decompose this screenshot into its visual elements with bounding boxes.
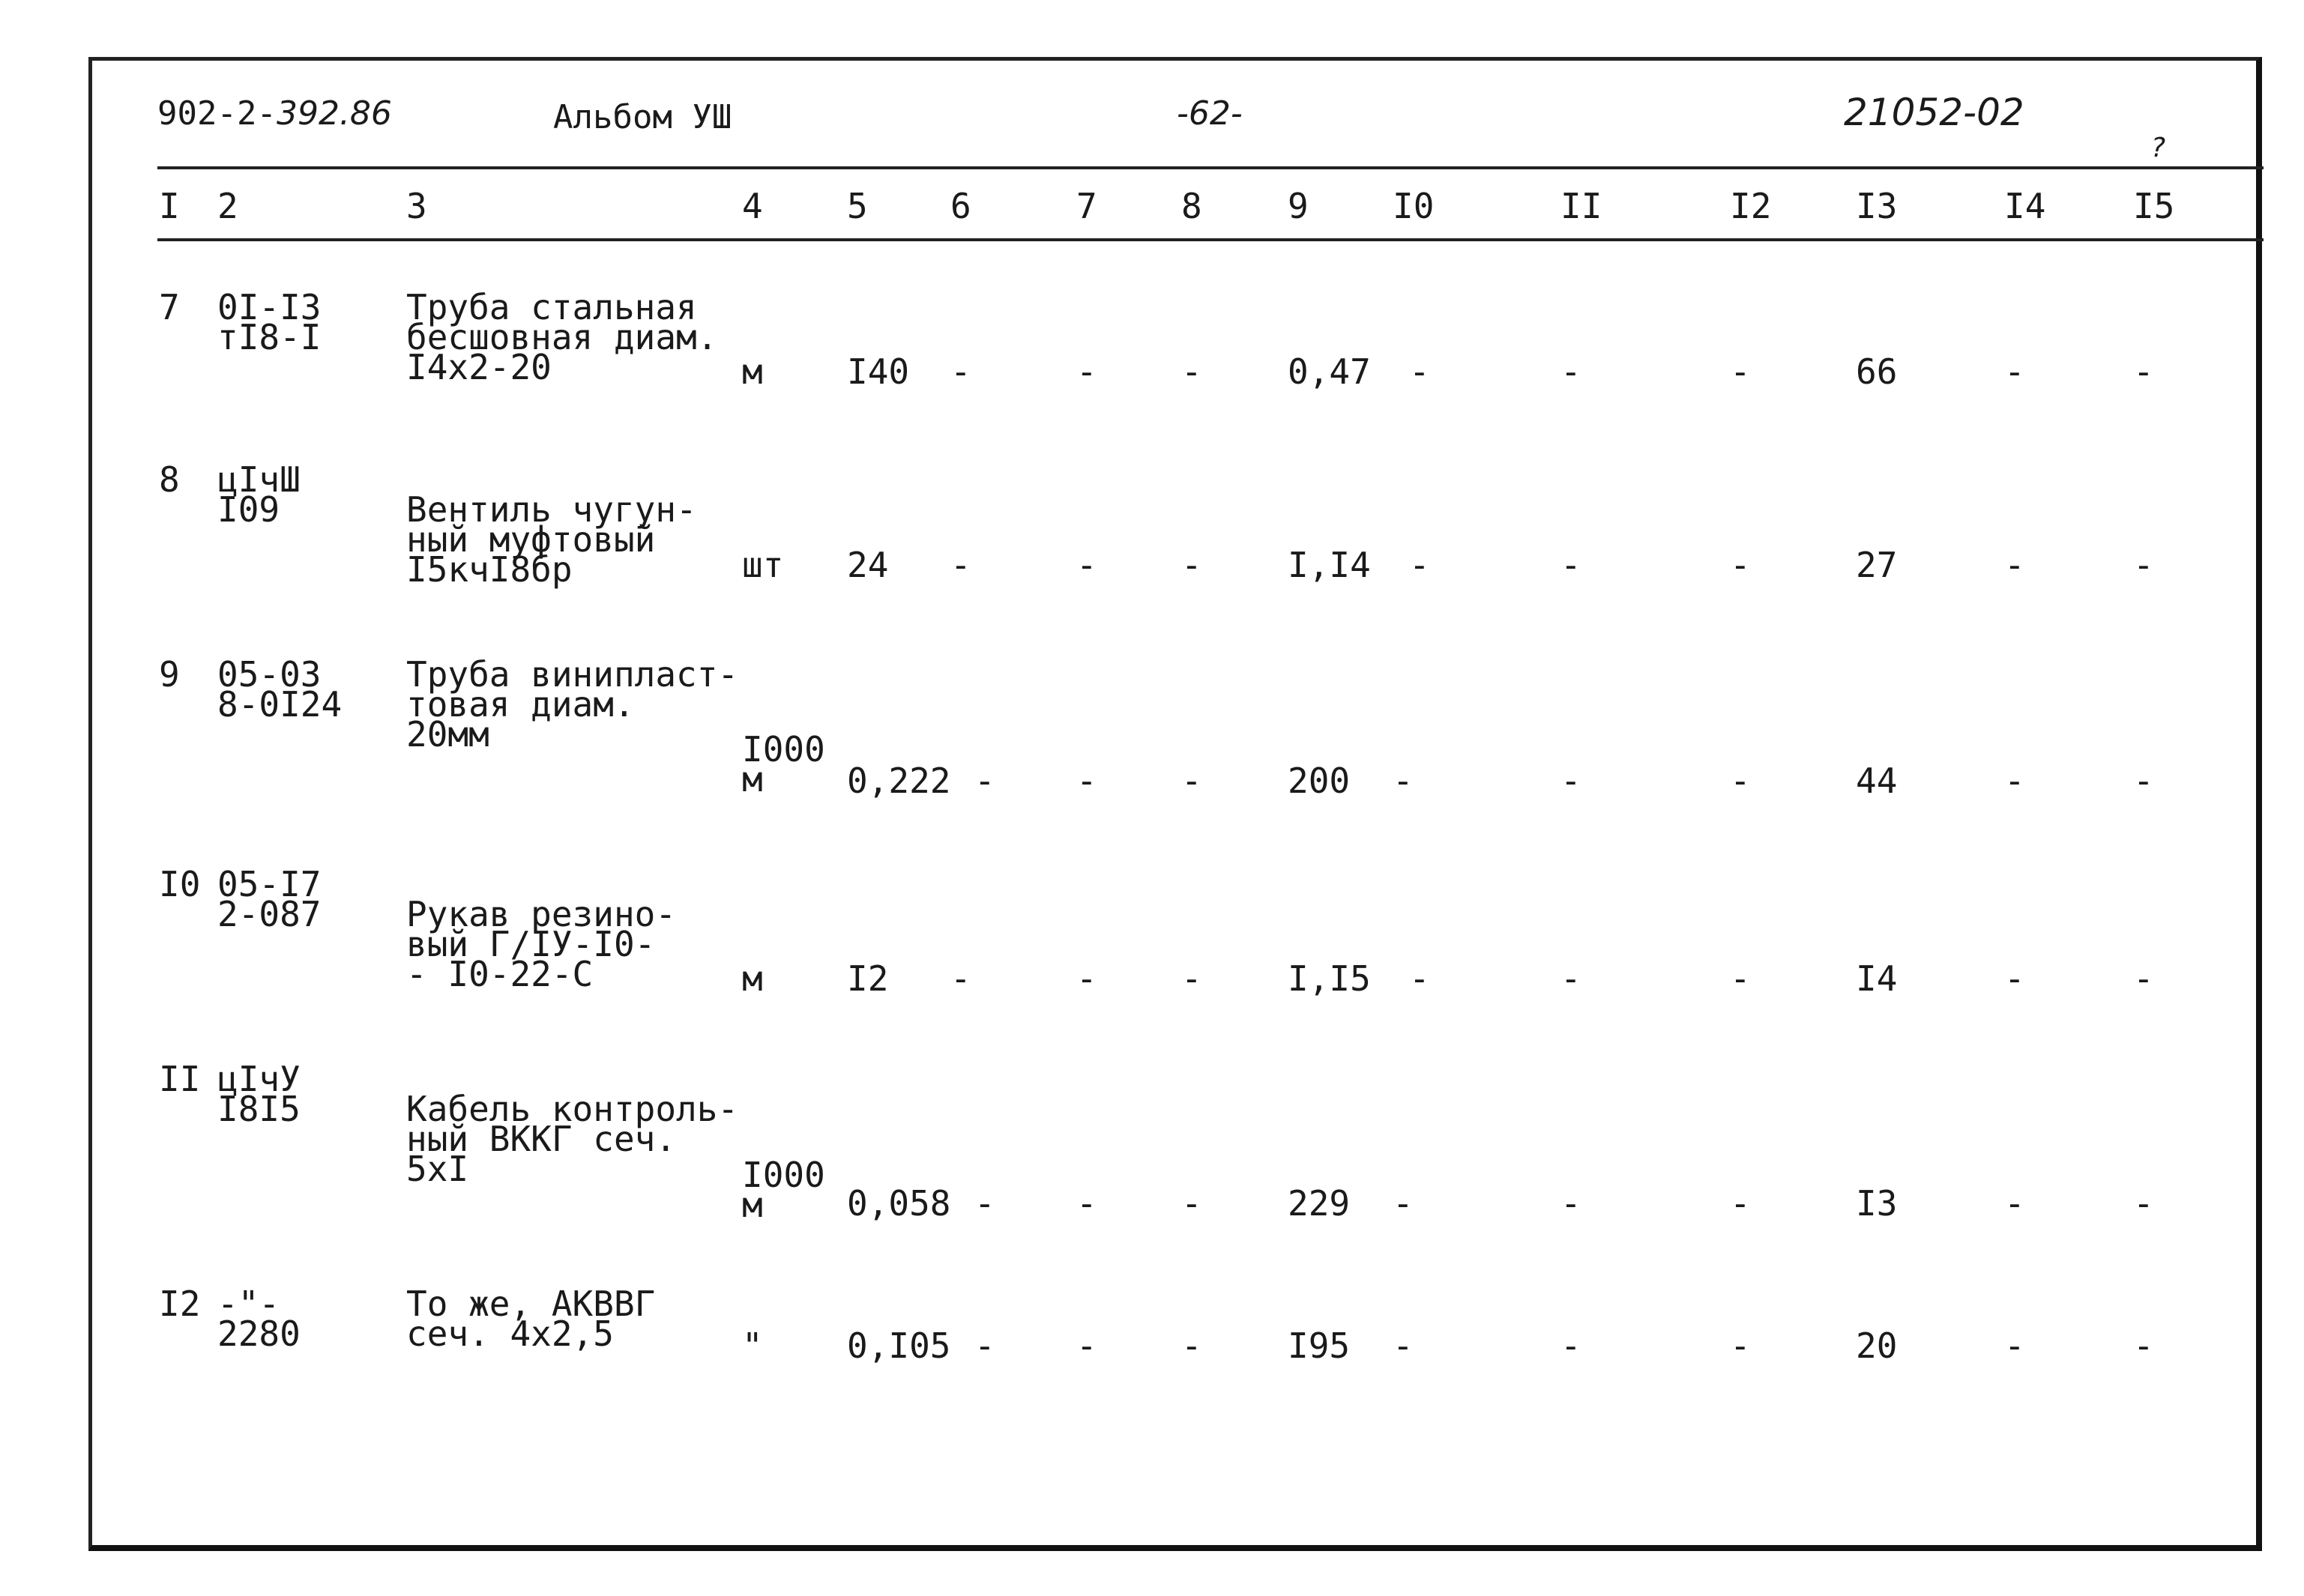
cell-c14: - [2004, 545, 2025, 585]
cell-c10: - [1409, 351, 1430, 392]
unit: шт [742, 545, 784, 585]
cell-c8: - [1181, 1183, 1202, 1224]
cell-c6: - [974, 1326, 995, 1366]
cell-c12: - [1730, 1183, 1751, 1224]
price-code: 0I-I3 тI8-I [217, 287, 322, 357]
cell-c13: I4 [1856, 958, 1898, 999]
row-number: 7 [159, 287, 180, 327]
cell-c13: 20 [1856, 1326, 1898, 1366]
cell-c15: - [2133, 1326, 2154, 1366]
cell-c9: 229 [1288, 1183, 1351, 1224]
cell-c8: - [1181, 351, 1202, 392]
price-code: -"- 2280 [217, 1284, 301, 1354]
cell-c6: - [974, 761, 995, 801]
col-number: II [1560, 186, 1602, 226]
col-number: 6 [950, 186, 971, 226]
col-number: 7 [1076, 186, 1097, 226]
price-code: 05-I7 2-087 [217, 864, 322, 934]
cell-c9: I95 [1288, 1326, 1351, 1366]
cell-c10: - [1393, 1326, 1414, 1366]
col-number: 8 [1181, 186, 1202, 226]
item-name: Рукав резино- вый Г/IУ-I0- - I0-22-С [406, 894, 677, 994]
cell-c7: - [1076, 761, 1097, 801]
col-number: 9 [1288, 186, 1309, 226]
cell-c5: 0,058 [847, 1183, 951, 1224]
cell-c7: - [1076, 1183, 1097, 1224]
item-name: То же, АКВВГ сеч. 4х2,5 [406, 1284, 656, 1354]
page-number: -62- [1177, 94, 1243, 133]
cell-c6: - [950, 545, 971, 585]
col-number: I0 [1393, 186, 1435, 226]
item-name: Труба стальная бесшовная диам. I4х2-20 [406, 287, 718, 387]
cell-c8: - [1181, 545, 1202, 585]
col-number: I [159, 186, 180, 226]
header-rule-bottom [157, 238, 2264, 241]
cell-c10: - [1409, 958, 1430, 999]
cell-c14: - [2004, 761, 2025, 801]
doc-code-handwritten: 392.86 [276, 94, 392, 133]
cell-c9: I,I4 [1288, 545, 1371, 585]
unit: I000 м [742, 729, 825, 799]
col-number: 3 [406, 186, 427, 226]
cell-c15: - [2133, 1183, 2154, 1224]
cell-c8: - [1181, 1326, 1202, 1366]
unit: м [742, 351, 763, 392]
cell-c6: - [974, 1183, 995, 1224]
row-number: I0 [159, 864, 201, 904]
col-number: 2 [217, 186, 238, 226]
col-number: 4 [742, 186, 763, 226]
cell-c15: - [2133, 958, 2154, 999]
col-number: I4 [2004, 186, 2046, 226]
cell-c9: I,I5 [1288, 958, 1371, 999]
col-number: I3 [1856, 186, 1898, 226]
doc-code-printed: 902-2- [157, 94, 277, 133]
cell-c14: - [2004, 1326, 2025, 1366]
cell-c7: - [1076, 545, 1097, 585]
cell-c6: - [950, 351, 971, 392]
question-mark: ? [2151, 133, 2166, 163]
cell-c12: - [1730, 351, 1751, 392]
header-rule-top [157, 166, 2264, 169]
cell-c9: 0,47 [1288, 351, 1371, 392]
cell-c10: - [1393, 1183, 1414, 1224]
cell-c13: 44 [1856, 761, 1898, 801]
item-name: Кабель контроль- ный ВККГ сеч. 5хI [406, 1089, 739, 1189]
doc-number: 21052-02 [1844, 91, 2024, 134]
cell-c12: - [1730, 958, 1751, 999]
cell-c14: - [2004, 958, 2025, 999]
cell-c8: - [1181, 761, 1202, 801]
cell-c15: - [2133, 761, 2154, 801]
row-number: II [159, 1059, 201, 1099]
cell-c11: - [1560, 761, 1581, 801]
cell-c13: 66 [1856, 351, 1898, 392]
cell-c10: - [1409, 545, 1430, 585]
row-number: I2 [159, 1284, 201, 1324]
item-name: Труба винипласт- товая диам. 20мм [406, 654, 739, 755]
col-number: I2 [1730, 186, 1772, 226]
cell-c5: I40 [847, 351, 910, 392]
cell-c7: - [1076, 1326, 1097, 1366]
row-number: 9 [159, 654, 180, 695]
unit: I000 м [742, 1155, 825, 1225]
cell-c7: - [1076, 351, 1097, 392]
cell-c12: - [1730, 1326, 1751, 1366]
cell-c15: - [2133, 545, 2154, 585]
doc-code [157, 94, 392, 133]
item-name: Вентиль чугун- ный муфтовый I5кчI8бр [406, 489, 697, 590]
cell-c13: I3 [1856, 1183, 1898, 1224]
col-number: 5 [847, 186, 868, 226]
album-title: Альбом УШ [553, 98, 732, 136]
cell-c15: - [2133, 351, 2154, 392]
cell-c11: - [1560, 958, 1581, 999]
cell-c5: 0,I05 [847, 1326, 951, 1366]
unit: м [742, 958, 763, 999]
row-number: 8 [159, 459, 180, 500]
cell-c10: - [1393, 761, 1414, 801]
cell-c7: - [1076, 958, 1097, 999]
cell-c11: - [1560, 1183, 1581, 1224]
cell-c13: 27 [1856, 545, 1898, 585]
cell-c5: I2 [847, 958, 889, 999]
cell-c6: - [950, 958, 971, 999]
cell-c11: - [1560, 545, 1581, 585]
unit: " [742, 1326, 763, 1366]
cell-c12: - [1730, 761, 1751, 801]
cell-c14: - [2004, 351, 2025, 392]
cell-c11: - [1560, 351, 1581, 392]
cell-c14: - [2004, 1183, 2025, 1224]
cell-c5: 24 [847, 545, 889, 585]
cell-c5: 0,222 [847, 761, 951, 801]
col-number: I5 [2133, 186, 2175, 226]
cell-c9: 200 [1288, 761, 1351, 801]
cell-c11: - [1560, 1326, 1581, 1366]
price-code: цIчУ I8I5 [217, 1059, 301, 1129]
price-code: 05-03 8-0I24 [217, 654, 343, 725]
cell-c12: - [1730, 545, 1751, 585]
price-code: цIчШ I09 [217, 459, 301, 530]
cell-c8: - [1181, 958, 1202, 999]
